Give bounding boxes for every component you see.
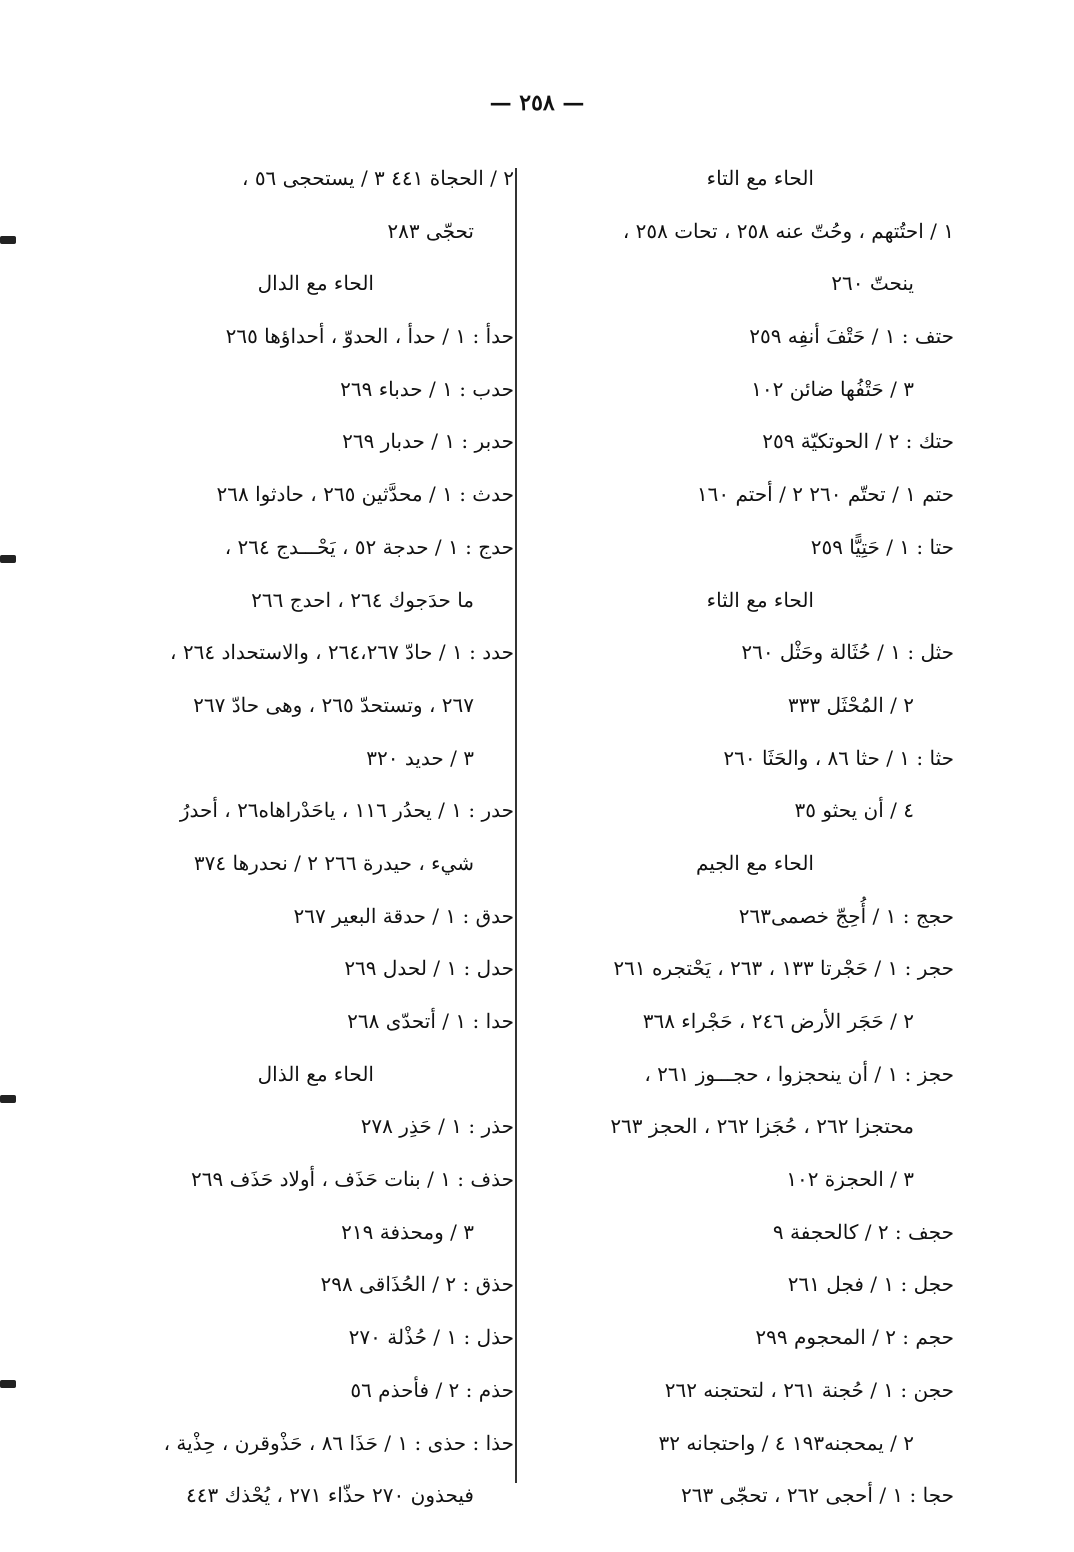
index-entry: تحجّى ٢٨٣ bbox=[387, 218, 474, 243]
index-entry: حجا : ١ / أحجى ٢٦٢ ، تحجّى ٢٦٣ bbox=[681, 1483, 954, 1508]
index-entry: ينحتّ ٢٦٠ bbox=[831, 271, 914, 296]
index-entry: حدق : ١ / حدقة البعير ٢٦٧ bbox=[293, 903, 514, 928]
section-heading: الحاء مع الذال bbox=[257, 1061, 374, 1086]
left-column bbox=[74, 152, 514, 1522]
index-entry: حتم ١ / تحتّم ٢٦٠ ٢ / أحتم ١٦٠ bbox=[696, 482, 954, 507]
index-entry: ٢ / المُحْثَل ٣٣٣ bbox=[787, 692, 914, 717]
index-entry: حجم : ٢ / المحجوم ٢٩٩ bbox=[755, 1325, 954, 1350]
margin-mark bbox=[0, 555, 16, 563]
index-entry: ١ / احتُتهم ، وحُتّ عنه ٢٥٨ ، تحات ٢٥٨ ، bbox=[622, 218, 954, 243]
index-entry: ٣ / حَتْفُها ضائن ١٠٢ bbox=[751, 376, 914, 401]
index-entry: ٢ / حَجَر الأرض ٢٤٦ ، حَجْراء ٣٦٨ bbox=[642, 1009, 914, 1033]
index-entry: محتجزا ٢٦٢ ، حُجَزا ٢٦٢ ، الحجز ٢٦٣ bbox=[610, 1114, 914, 1139]
index-entry: حدث : ١ / محدَّثين ٢٦٥ ، حادثوا ٢٦٨ bbox=[216, 482, 514, 507]
section-heading: الحاء مع الثاء bbox=[706, 587, 814, 612]
index-entry: ٢٦٧ ، وتستحدّ ٢٦٥ ، وهى حادّ ٢٦٧ bbox=[193, 692, 474, 717]
index-entry: حدب : ١ / حدباء ٢٦٩ bbox=[340, 376, 514, 401]
index-entry: حدأ : ١ / حدأ ، الحدوّ ، أحداؤها ٢٦٥ bbox=[225, 324, 514, 349]
right-column bbox=[534, 152, 954, 1522]
index-entry: ٢ / يمحجنه١٩٣ ٤ / واحتجانه ٣٢ bbox=[658, 1430, 914, 1455]
index-entry: حجف : ٢ / كالحجفة ٩ bbox=[772, 1219, 954, 1244]
index-entry: حذل : ١ / حُذْلة ٢٧٠ bbox=[348, 1325, 514, 1350]
index-entry: حدر : ١ / يحدُر ١١٦ ، ياحَدْراهاه٢٦ ، أحدرُ bbox=[179, 798, 514, 823]
index-entry: حتا : ١ / حَتِيًّا ٢٥٩ bbox=[810, 534, 954, 559]
index-entry: حتف : ١ / حَتْفَ أنفِه ٢٥٩ bbox=[749, 324, 954, 349]
index-entry: ٢ / الحجاة ٤٤١ ٣ / يستحجى ٥٦ ، bbox=[242, 166, 514, 190]
index-entry: حثل : ١ / حُثَالة وحَثْل ٢٦٠ bbox=[741, 640, 954, 665]
index-entry: حجر : ١ / حَجْرتا ١٣٣ ، ٢٦٣ ، يَحْتجره ٢٦١ bbox=[613, 956, 954, 981]
index-entry: حذا : حذى : ١ / حَذَا ٨٦ ، حَذْوقرن ، حِذْية ، bbox=[163, 1430, 514, 1455]
index-entry: ما حدَجوك ٢٦٤ ، احدج ٢٦٦ bbox=[251, 587, 474, 612]
index-entry: حذم : ٢ / فأحذم ٥٦ bbox=[350, 1377, 514, 1402]
section-heading: الحاء مع الدال bbox=[257, 271, 374, 296]
index-entry: حجن : ١ / حُجنة ٢٦١ ، لتحتجنه ٢٦٢ bbox=[664, 1377, 954, 1402]
index-entry: حذف : ١ / بنات حَذَف ، أولاد حَذَف ٢٦٩ bbox=[191, 1167, 514, 1192]
margin-mark bbox=[0, 1380, 16, 1388]
index-entry: حدل : ١ / لحدل ٢٦٩ bbox=[344, 956, 514, 981]
index-entry: فيحذون ٢٧٠ حذّاء ٢٧١ ، يُحْذك ٤٤٣ bbox=[186, 1483, 474, 1508]
index-entry: حدا : ١ / أتحدّى ٢٦٨ bbox=[347, 1009, 514, 1033]
index-entry: حثا : ١ / حثا ٨٦ ، والحَثَا ٢٦٠ bbox=[723, 745, 954, 770]
index-entry: حذق : ٢ / الحُذَاقى ٢٩٨ bbox=[320, 1272, 514, 1297]
index-entry: حجج : ١ / أُحِجّ خصمى٢٦٣ bbox=[738, 903, 954, 928]
index-entry: حجز : ١ / أن ينحجزوا ، حجـــوز ٢٦١ ، bbox=[644, 1061, 954, 1086]
index-entry: ٤ / أن يحثو ٣٥ bbox=[794, 798, 914, 823]
index-entry: حدج : ١ / حدجة ٥٢ ، يَحْـــدج ٢٦٤ ، bbox=[224, 534, 514, 559]
column-divider bbox=[515, 168, 517, 1483]
section-heading: الحاء مع التاء bbox=[706, 166, 814, 190]
index-entry: ٣ / الحجزة ١٠٢ bbox=[786, 1167, 914, 1192]
section-heading: الحاء مع الجيم bbox=[695, 850, 814, 875]
index-entry: ٣ / حديد ٣٢٠ bbox=[366, 745, 474, 770]
margin-mark bbox=[0, 1095, 16, 1103]
index-entry: حتك : ٢ / الحوتكيّة ٢٥٩ bbox=[762, 429, 954, 454]
page-number: — ٢٥٨ — bbox=[489, 90, 585, 116]
index-entry: حذر : ١ / حَذِر ٢٧٨ bbox=[360, 1114, 514, 1139]
index-entry: حجل : ١ / فجل ٢٦١ bbox=[787, 1272, 954, 1297]
index-entry: حدد : ١ / حادّ ٢٦٤،٢٦٧ ، والاستحداد ٢٦٤ ، bbox=[170, 640, 514, 665]
index-entry: ٣ / ومحذفة ٢١٩ bbox=[341, 1219, 474, 1244]
index-entry: حدبر : ١ / حدبار ٢٦٩ bbox=[342, 429, 514, 454]
index-entry: شيء ، حيدرة ٢٦٦ ٢ / نحدرها ٣٧٤ bbox=[193, 850, 474, 875]
margin-mark bbox=[0, 236, 16, 244]
